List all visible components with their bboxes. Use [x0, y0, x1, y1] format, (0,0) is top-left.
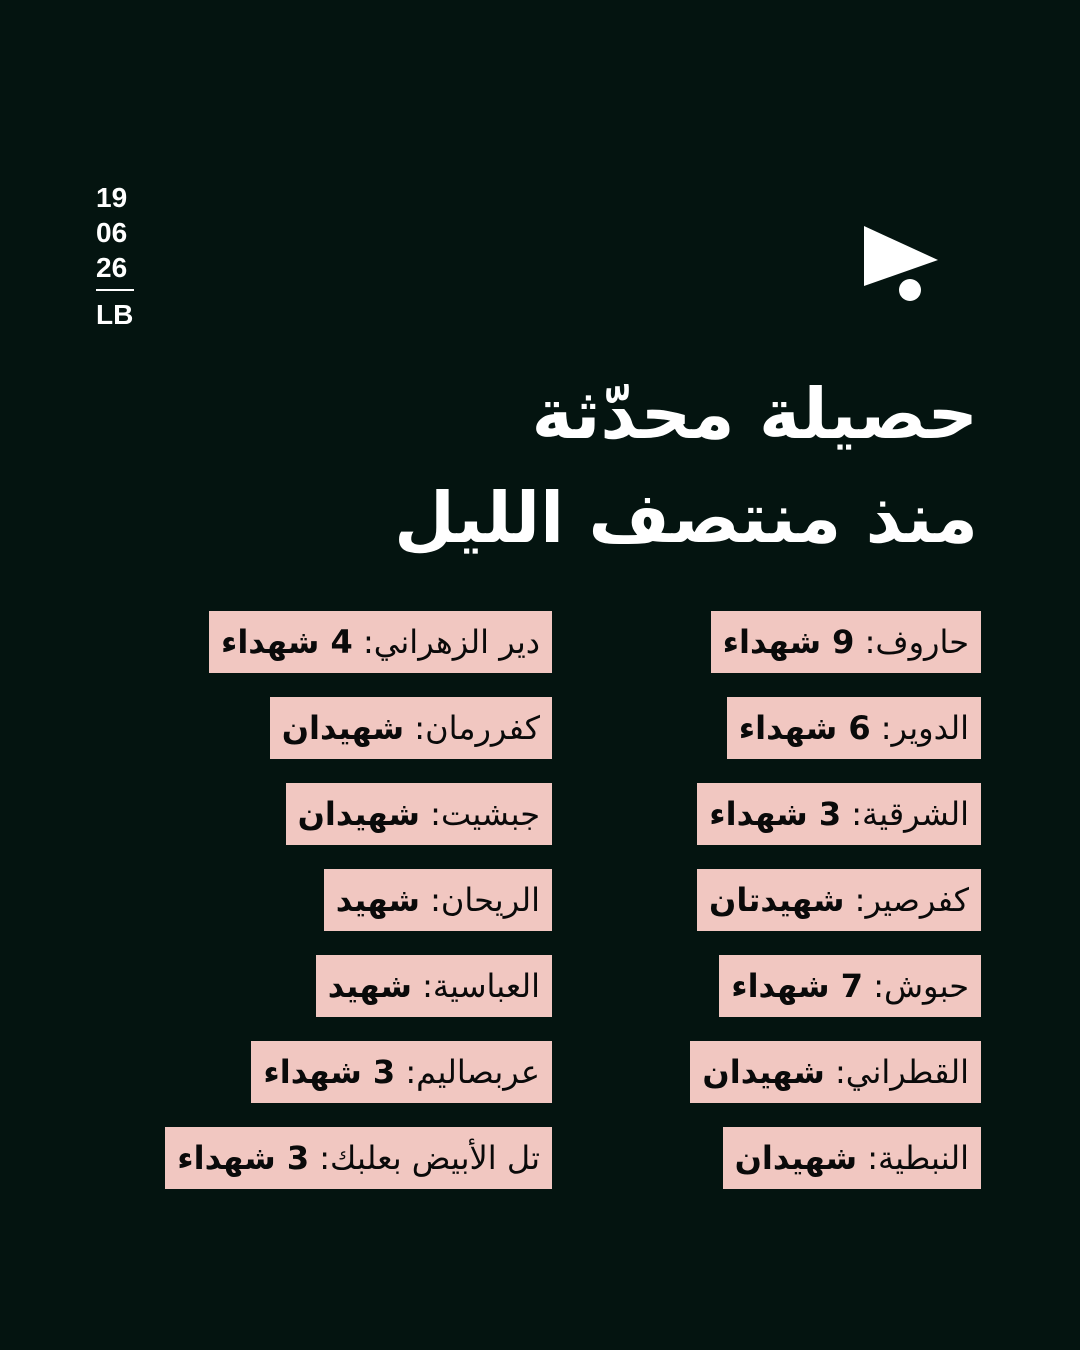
casualty-tag [719, 955, 981, 1017]
date-day: 19 [96, 182, 128, 213]
place-name: حاروف: [854, 623, 969, 661]
casualty-count: 3 شهداء [263, 1053, 396, 1091]
place-name: كفرصير: [844, 881, 969, 919]
casualty-tag [251, 1041, 552, 1103]
place-name: القطراني: [824, 1053, 969, 1091]
list-item [690, 697, 981, 759]
list-item [690, 611, 981, 673]
casualty-tag [286, 783, 552, 845]
casualty-count: شهيدتان [709, 881, 845, 919]
place-name: تل الأبيض بعلبك: [309, 1139, 540, 1177]
casualty-tag [324, 869, 552, 931]
date-divider [96, 289, 134, 291]
headline-line-2: منذ منتصف الليل [394, 477, 978, 559]
casualty-count: شهيدان [734, 1139, 858, 1177]
casualty-count: شهيدان [297, 795, 420, 833]
place-name: كفررمان: [404, 709, 540, 747]
list-item [690, 955, 981, 1017]
place-name: جبشيت: [419, 795, 540, 833]
list-item [165, 955, 552, 1017]
list-item [165, 1041, 552, 1103]
place-name: عربصاليم: [395, 1053, 540, 1091]
headline-line-1: حصيلة محدّثة [531, 373, 978, 455]
casualty-count: 6 شهداء [738, 709, 871, 747]
casualty-tag [723, 1127, 981, 1189]
list-item [690, 783, 981, 845]
headline [394, 362, 978, 570]
list-item [165, 1127, 552, 1189]
list-item [165, 869, 552, 931]
casualty-tag [209, 611, 552, 673]
date-stamp [96, 180, 136, 332]
place-name: دير الزهراني: [352, 623, 540, 661]
tally-column-right [690, 611, 981, 1213]
casualty-tag [697, 783, 981, 845]
casualty-tag [697, 869, 981, 931]
place-name: العباسية: [411, 967, 540, 1005]
country-code: LB [96, 299, 134, 330]
place-name: الدوير: [870, 709, 969, 747]
play-triangle-dot-logo-icon [862, 224, 940, 304]
list-item [690, 1041, 981, 1103]
list-item [165, 611, 552, 673]
casualty-tag [270, 697, 552, 759]
casualty-count: شهيدان [281, 709, 405, 747]
date-year: 26 [96, 252, 128, 283]
place-name: الريحان: [419, 881, 540, 919]
casualty-count: 4 شهداء [220, 623, 353, 661]
list-item [690, 869, 981, 931]
place-name: الشرقية: [841, 795, 969, 833]
casualty-count: شهيد [335, 881, 420, 919]
casualty-tag [727, 697, 981, 759]
date-month: 06 [96, 217, 128, 248]
tally-column-left [165, 611, 552, 1213]
list-item [690, 1127, 981, 1189]
casualty-count: 7 شهداء [731, 967, 864, 1005]
list-item [165, 783, 552, 845]
casualty-count: شهيد [327, 967, 412, 1005]
casualty-tag [316, 955, 552, 1017]
casualty-tag [711, 611, 981, 673]
casualty-count: 3 شهداء [177, 1139, 310, 1177]
casualty-count: 9 شهداء [722, 623, 855, 661]
place-name: النبطية: [857, 1139, 969, 1177]
casualty-count: شهيدان [702, 1053, 825, 1091]
casualty-tag [690, 1041, 981, 1103]
list-item [165, 697, 552, 759]
place-name: حبوش: [863, 967, 969, 1005]
casualty-tag [165, 1127, 552, 1189]
casualty-count: 3 شهداء [709, 795, 842, 833]
